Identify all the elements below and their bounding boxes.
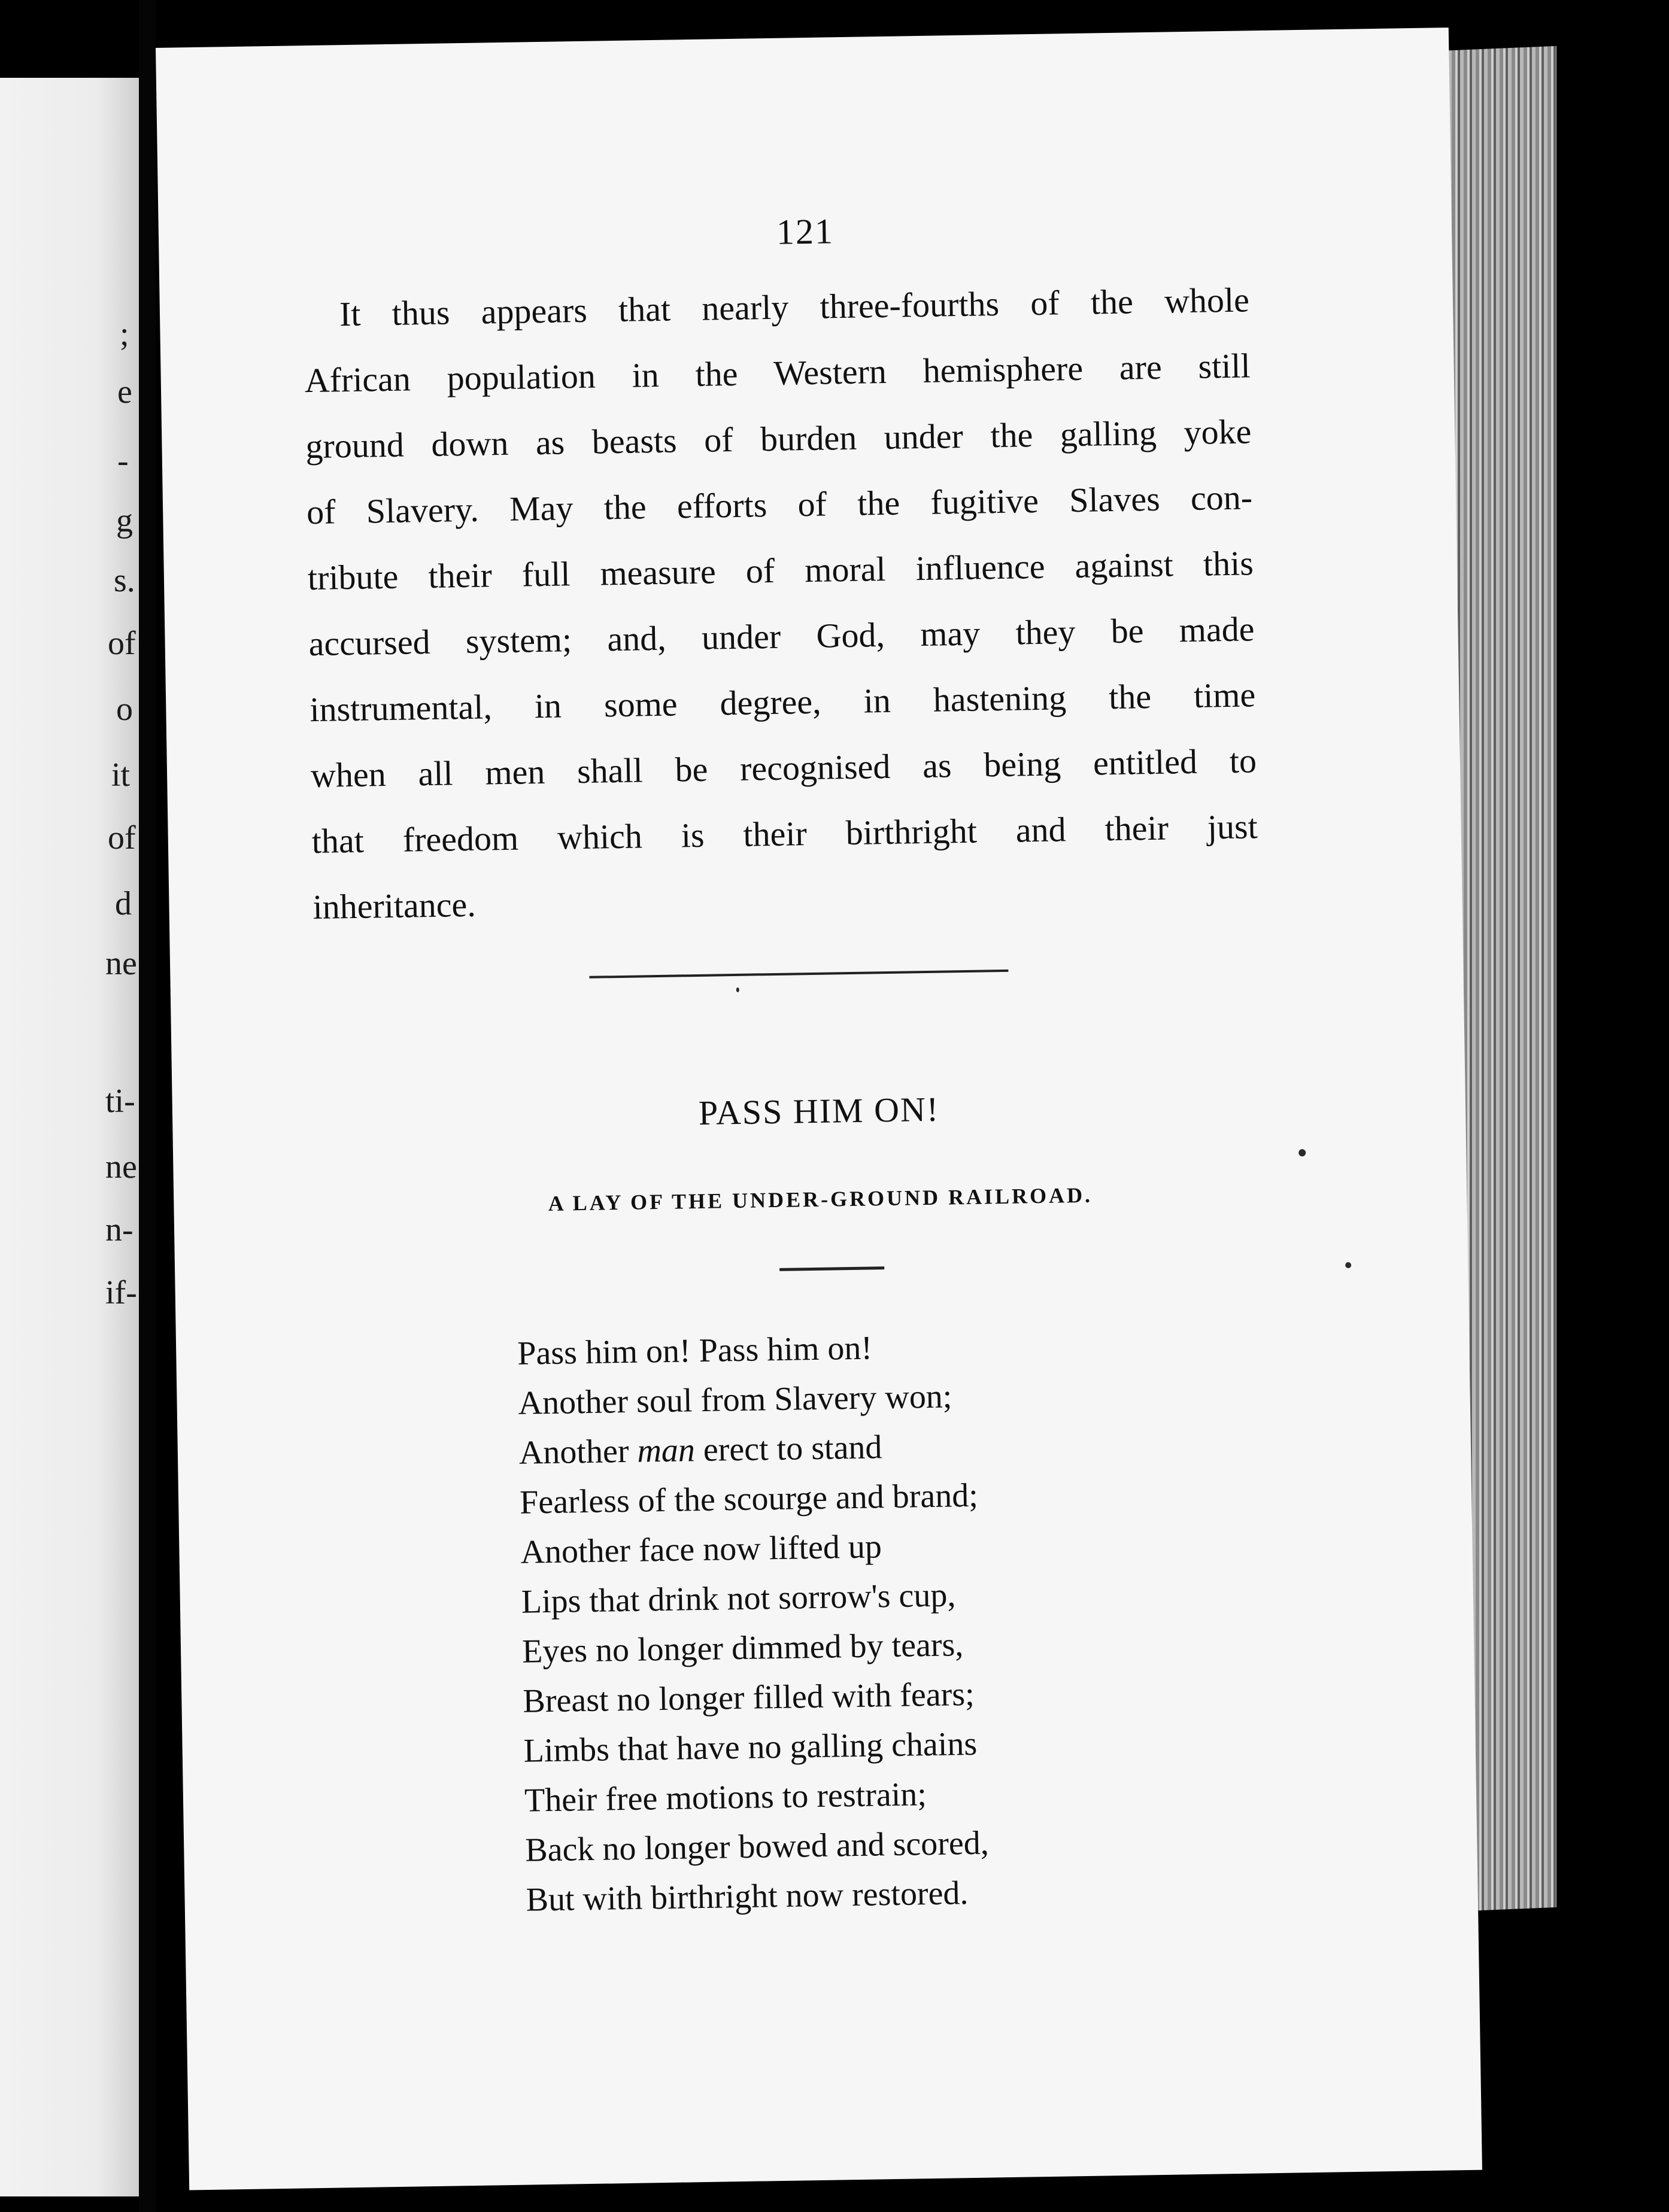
- poem-verse: [517, 1322, 990, 1925]
- poem-line-end: erect to stand: [703, 1429, 882, 1469]
- left-page-fragment: -: [117, 442, 129, 479]
- poem-line: But with birthright now restored.: [526, 1874, 969, 1919]
- poem-line: Their free motions to restrain;: [524, 1776, 927, 1819]
- paragraph-line: tribute their full measure of moral influence against this: [307, 543, 1254, 598]
- ink-speck: [1345, 1262, 1351, 1268]
- paragraph-line: that freedom which is their birthright and their just: [311, 807, 1258, 861]
- ink-speck: [1298, 1149, 1306, 1156]
- left-page-fragment: of: [108, 625, 136, 662]
- left-page-fragment: ne: [105, 945, 137, 982]
- paragraph-line: inheritance.: [312, 885, 477, 927]
- poem-line-start: Another: [518, 1432, 629, 1472]
- closing-paragraph: [303, 267, 1259, 940]
- poem-line: Back no longer bowed and scored,: [524, 1824, 990, 1869]
- title-divider-rule: [779, 1266, 884, 1271]
- left-page-fragment: of: [108, 819, 136, 856]
- paragraph-line: ground down as beasts of burden under the galling yoke: [305, 412, 1252, 466]
- poem-title: PASS HIM ON!: [698, 1089, 940, 1132]
- poem-line: Lips that drink not sorrow's cup,: [521, 1576, 956, 1621]
- left-page-fragment: s.: [114, 562, 135, 599]
- left-page-fragment: it: [111, 756, 131, 794]
- paragraph-line: when all men shall be recognised as being entitled to: [310, 741, 1257, 795]
- left-page-fragment: d: [115, 885, 132, 922]
- poem-line: Limbs that have no galling chains: [523, 1725, 978, 1770]
- section-divider-rule: [589, 970, 1008, 979]
- poem-line: Pass him on! Pass him on!: [517, 1329, 873, 1372]
- poem-line: Another face now lifted up: [520, 1528, 882, 1571]
- poem-line: Fearless of the scourge and brand;: [519, 1476, 979, 1521]
- left-page-fragment: n-: [105, 1211, 133, 1248]
- left-page-fragment: e: [117, 373, 132, 411]
- paragraph-line: It thus appears that nearly three-fourths of the whole: [339, 280, 1250, 334]
- poem-italic-word: man: [636, 1432, 696, 1470]
- paragraph-line: accursed system; and, under God, may they be made: [308, 609, 1255, 664]
- left-page-fragment: ne: [105, 1148, 137, 1186]
- background-shadow: [1556, 42, 1669, 2212]
- poem-line: Eyes no longer dimmed by tears,: [521, 1626, 964, 1670]
- left-page-fragment: if-: [105, 1274, 137, 1311]
- left-page-fragment: ti-: [105, 1083, 135, 1120]
- poem-line: Breast no longer filled with fears;: [522, 1675, 975, 1720]
- book-page: [156, 28, 1482, 2190]
- poem-subtitle: A LAY OF THE UNDER-GROUND RAILROAD.: [548, 1183, 1093, 1216]
- facing-page-left: [0, 78, 139, 2196]
- left-page-fragment: g: [116, 502, 133, 539]
- poem-line: [518, 1421, 983, 1478]
- paragraph-line: instrumental, in some degree, in hastening the time: [309, 675, 1256, 730]
- left-page-fragment: ;: [120, 315, 129, 353]
- book-gutter: [139, 0, 156, 2212]
- paragraph-line: African population in the Western hemisphere are still: [304, 346, 1251, 400]
- page-number: 121: [776, 211, 834, 252]
- ink-speck: [736, 988, 739, 992]
- poem-line: Another soul from Slavery won;: [518, 1378, 952, 1422]
- left-page-fragment: o: [116, 691, 133, 728]
- paragraph-line: of Slavery. May the efforts of the fugitive Slaves con-: [306, 478, 1253, 532]
